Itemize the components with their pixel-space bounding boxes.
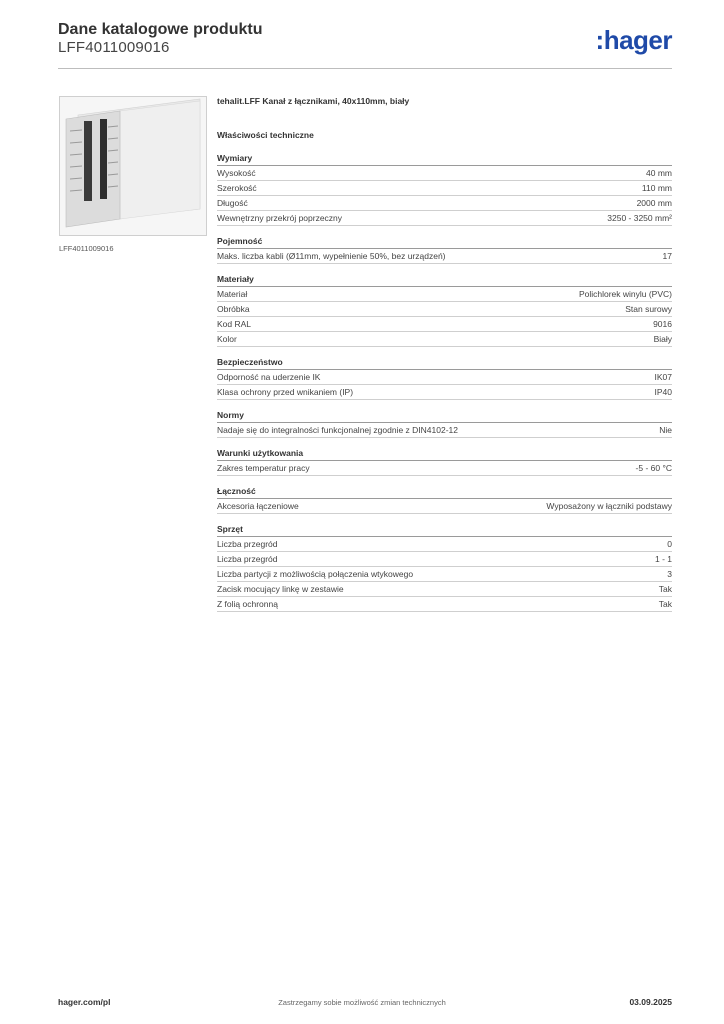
- spec-row: [217, 287, 672, 302]
- spec-value: Polichlorek winylu (PVC): [578, 289, 672, 299]
- spec-value: IK07: [654, 372, 672, 382]
- spec-value: Tak: [658, 599, 672, 609]
- product-title: tehalit.LFF Kanał z łącznikami, 40x110mm, biały: [217, 96, 410, 106]
- spec-label: Zacisk mocujący linkę w zestawie: [217, 584, 344, 594]
- spec-value: -5 - 60 °C: [635, 463, 672, 473]
- spec-label: Liczba przegród: [217, 554, 278, 564]
- spec-label: Zakres temperatur pracy: [217, 463, 310, 473]
- spec-label: Materiał: [217, 289, 248, 299]
- spec-label: Nadaje się do integralności funkcjonalnej zgodnie z DIN4102-12: [217, 425, 458, 435]
- spec-row: [217, 461, 672, 476]
- spec-value: Nie: [659, 425, 672, 435]
- spec-label: Klasa ochrony przed wnikaniem (IP): [217, 387, 354, 397]
- spec-row: [217, 537, 672, 552]
- spec-group: [217, 410, 672, 438]
- spec-group: [217, 486, 672, 514]
- spec-row: [217, 499, 672, 514]
- spec-label: Wewnętrzny przekrój poprzeczny: [217, 213, 343, 223]
- spec-row: [217, 597, 672, 612]
- hager-logo: :hager: [595, 25, 672, 55]
- spec-row: [217, 370, 672, 385]
- header-divider: [58, 68, 672, 69]
- spec-row: [217, 423, 672, 438]
- spec-value: 3250 - 3250 mm²: [607, 213, 672, 223]
- spec-label: Odporność na uderzenie IK: [217, 372, 321, 382]
- spec-value: 2000 mm: [636, 198, 672, 208]
- spec-label: Kolor: [217, 334, 237, 344]
- spec-label: Akcesoria łączeniowe: [217, 501, 299, 511]
- spec-group: [217, 357, 672, 400]
- spec-value: 110 mm: [641, 183, 672, 193]
- spec-row: [217, 582, 672, 597]
- spec-value: 0: [667, 539, 672, 549]
- spec-label: Obróbka: [217, 304, 250, 314]
- spec-row: [217, 166, 672, 181]
- spec-group-title: Warunki użytkowania: [217, 448, 672, 461]
- spec-group: [217, 448, 672, 476]
- spec-value: 17: [662, 251, 672, 261]
- spec-row: [217, 332, 672, 347]
- spec-label: Z folią ochronną: [217, 599, 278, 609]
- spec-value: 3: [667, 569, 672, 579]
- spec-value: Stan surowy: [625, 304, 672, 314]
- spec-group: [217, 236, 672, 264]
- document-title: Dane katalogowe produktu: [58, 21, 263, 38]
- footer-website[interactable]: hager.com/pl: [58, 997, 111, 1007]
- spec-group-title: Łączność: [217, 486, 672, 499]
- spec-row: [217, 302, 672, 317]
- spec-groups: [217, 153, 672, 612]
- spec-group-title: Normy: [217, 410, 672, 423]
- spec-row: [217, 385, 672, 400]
- spec-label: Szerokość: [217, 183, 257, 193]
- spec-group-title: Bezpieczeństwo: [217, 357, 672, 370]
- spec-value: 9016: [653, 319, 672, 329]
- spec-value: Tak: [658, 584, 672, 594]
- spec-label: Długość: [217, 198, 248, 208]
- product-code-heading: LFF4011009016: [58, 39, 170, 56]
- spec-row: [217, 211, 672, 226]
- spec-row: [217, 181, 672, 196]
- footer-disclaimer: Zastrzegamy sobie możliwość zmian technicznych: [278, 998, 446, 1007]
- spec-row: [217, 249, 672, 264]
- spec-group: [217, 153, 672, 226]
- specs-content: [217, 96, 672, 622]
- footer-date: 03.09.2025: [629, 997, 672, 1007]
- spec-group-title: Materiały: [217, 274, 672, 287]
- spec-value: Wyposażony w łączniki podstawy: [546, 501, 672, 511]
- spec-label: Maks. liczba kabli (Ø11mm, wypełnienie 50%, bez urządzeń): [217, 251, 446, 261]
- spec-value: 1 - 1: [654, 554, 672, 564]
- spec-value: Biały: [653, 334, 672, 344]
- spec-group: [217, 274, 672, 347]
- spec-row: [217, 196, 672, 211]
- spec-label: Liczba przegród: [217, 539, 278, 549]
- product-image: [59, 96, 207, 236]
- spec-label: Liczba partycji z możliwością połączenia wtykowego: [217, 569, 414, 579]
- spec-group: [217, 524, 672, 612]
- spec-group-title: Pojemność: [217, 236, 672, 249]
- spec-group-title: Wymiary: [217, 153, 672, 166]
- spec-row: [217, 552, 672, 567]
- image-caption: LFF4011009016: [59, 244, 114, 253]
- spec-row: [217, 567, 672, 582]
- spec-label: Kod RAL: [217, 319, 252, 329]
- spec-value: IP40: [654, 387, 672, 397]
- spec-group-title: Sprzęt: [217, 524, 672, 537]
- technical-properties-heading: Właściwości techniczne: [217, 130, 314, 140]
- cable-trunking-image: [60, 97, 206, 235]
- spec-row: [217, 317, 672, 332]
- spec-value: 40 mm: [646, 168, 672, 178]
- spec-label: Wysokość: [217, 168, 256, 178]
